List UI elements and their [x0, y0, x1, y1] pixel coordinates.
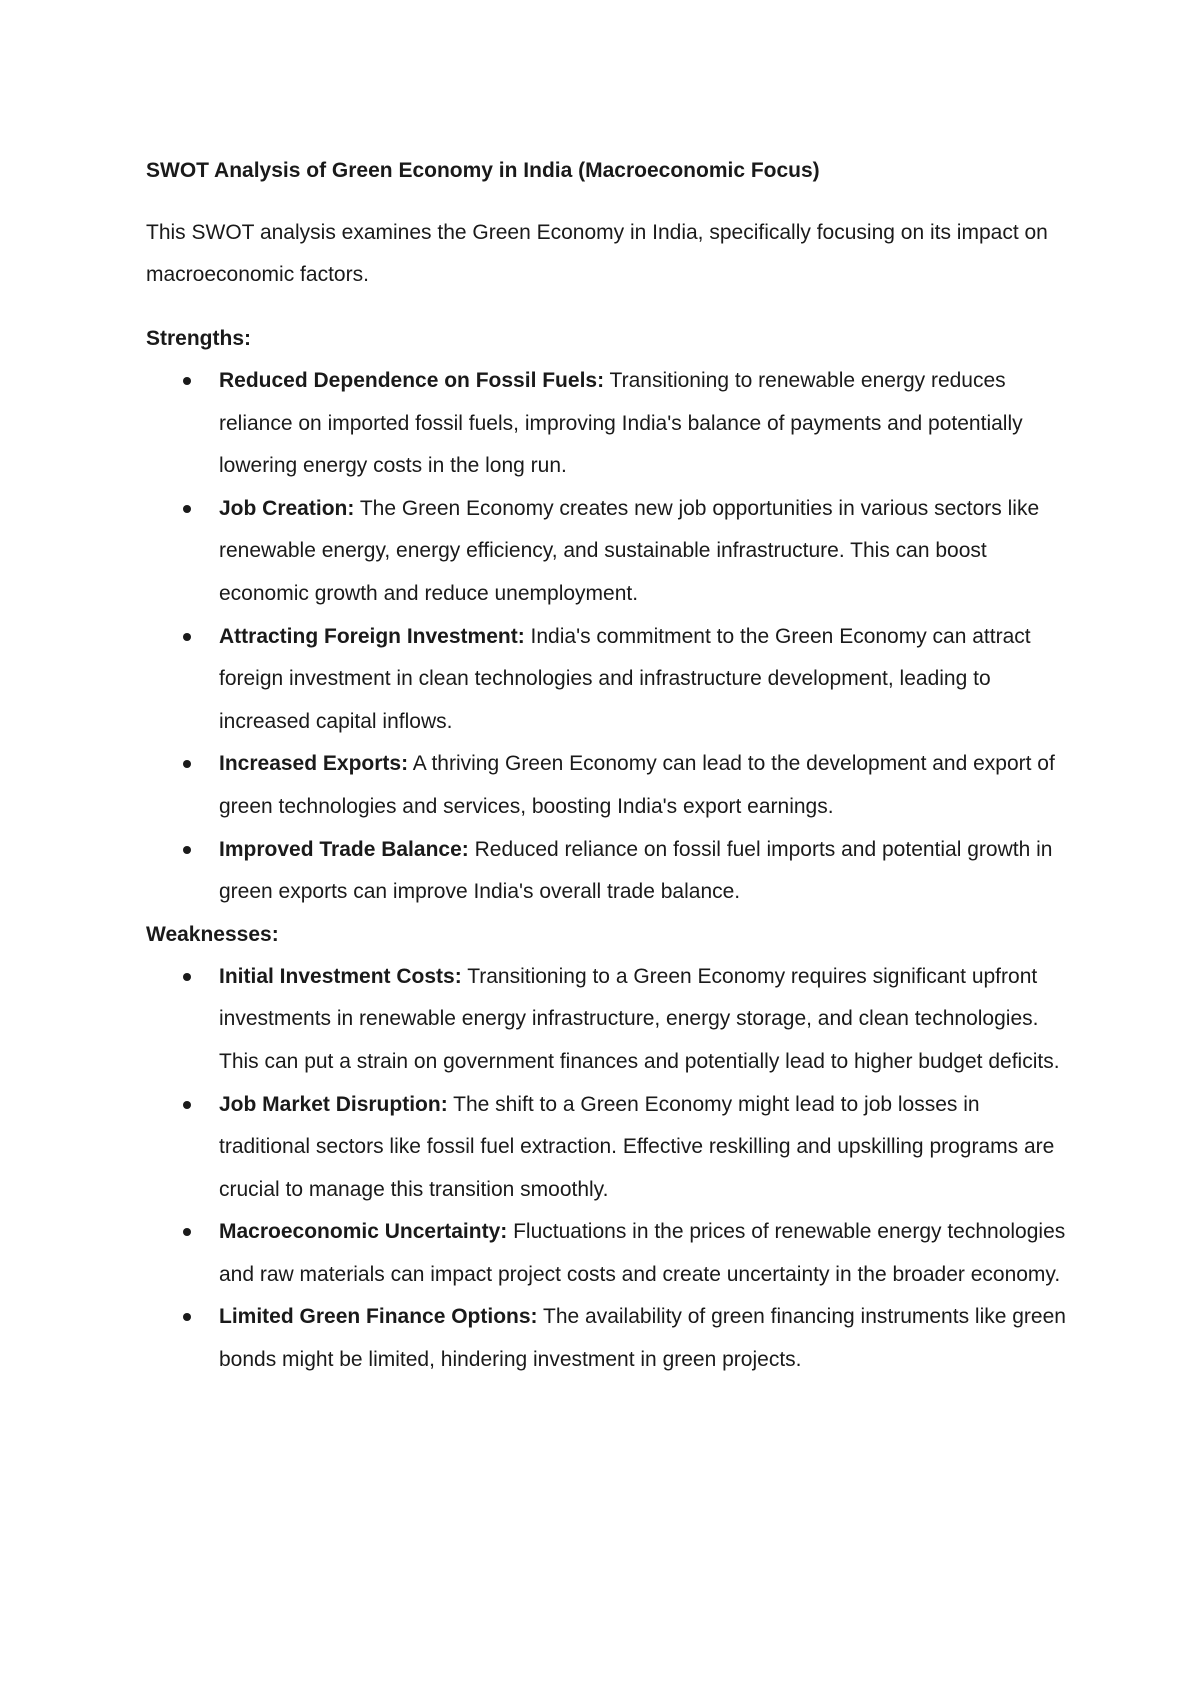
list-item — [146, 616, 1066, 744]
bullet-icon — [183, 760, 191, 768]
bullet-icon — [183, 633, 191, 641]
item-term: Initial Investment Costs: — [219, 964, 462, 988]
item-term: Improved Trade Balance: — [219, 837, 469, 861]
item-term: Macroeconomic Uncertainty: — [219, 1220, 508, 1244]
weaknesses-heading: Weaknesses: — [146, 922, 279, 946]
list-item — [146, 1211, 1066, 1296]
item-term: Increased Exports: — [219, 752, 409, 776]
intro-paragraph: This SWOT analysis examines the Green Economy in India, specifically focusing on its impact on macroeconomic factors. — [146, 221, 1048, 286]
list-item — [146, 1296, 1066, 1381]
item-text: Transitioning to a Green Economy requires significant upfront investments in renewable energy infrastructure, energy storage, and clean technologies. This can put a strain on government finances and potentially lead to higher budget deficits. — [219, 964, 1060, 1073]
item-term: Job Creation: — [219, 496, 355, 520]
item-term: Job Market Disruption: — [219, 1092, 448, 1116]
bullet-icon — [183, 505, 191, 513]
item-text: Transitioning to renewable energy reduces reliance on imported fossil fuels, improving India's balance of payments and potentially lowering energy costs in the long run. — [219, 369, 1023, 478]
list-item — [146, 743, 1066, 828]
document-page — [146, 150, 1066, 1382]
item-text: Fluctuations in the prices of renewable energy technologies and raw materials can impact project costs and create uncertainty in the broader economy. — [219, 1220, 1066, 1286]
strengths-list — [146, 360, 1066, 914]
bullet-icon — [183, 1228, 191, 1236]
list-item — [146, 360, 1066, 488]
item-text: The availability of green financing instruments like green bonds might be limited, hindering investment in green projects. — [219, 1305, 1066, 1372]
bullet-icon — [183, 1101, 191, 1109]
item-text: The shift to a Green Economy might lead to job losses in traditional sectors like fossil fuel extraction. Effective reskilling and upskilling programs are crucial to manage this transition smoothly. — [219, 1092, 1055, 1201]
bullet-icon — [183, 973, 191, 981]
item-text: Reduced reliance on fossil fuel imports and potential growth in green exports can improve India's overall trade balance. — [219, 837, 1053, 904]
item-term: Limited Green Finance Options: — [219, 1305, 538, 1329]
strengths-heading: Strengths: — [146, 327, 251, 350]
item-text: The Green Economy creates new job opportunities in various sectors like renewable energy, energy efficiency, and sustainable infrastructure. This can boost economic growth and reduce unemployment. — [219, 496, 1040, 605]
bullet-icon — [183, 846, 191, 854]
list-item — [146, 488, 1066, 616]
list-item — [146, 829, 1066, 914]
document-title: SWOT Analysis of Green Economy in India (Macroeconomic Focus) — [146, 159, 820, 182]
list-item — [146, 956, 1066, 1084]
item-term: Attracting Foreign Investment: — [219, 624, 525, 648]
item-text: India's commitment to the Green Economy can attract foreign investment in clean technologies and infrastructure development, leading to increased capital inflows. — [219, 624, 1031, 733]
bullet-icon — [183, 1313, 191, 1321]
item-text: A thriving Green Economy can lead to the development and export of green technologies and services, boosting India's export earnings. — [219, 752, 1055, 818]
item-term: Reduced Dependence on Fossil Fuels: — [219, 369, 605, 392]
list-item — [146, 1084, 1066, 1212]
weaknesses-list — [146, 956, 1066, 1382]
bullet-icon — [183, 377, 191, 385]
